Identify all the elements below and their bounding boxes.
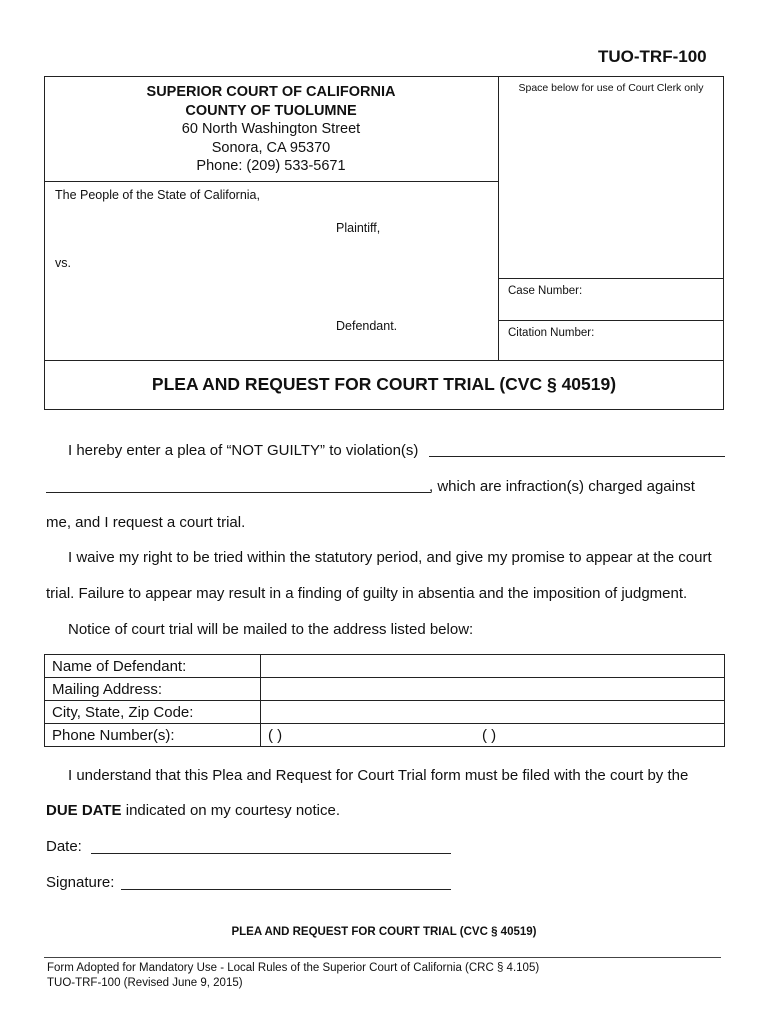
understand-text-rest: indicated on my courtesy notice. (121, 802, 341, 819)
phone-numbers-field[interactable] (261, 724, 725, 747)
court-city: Sonora, CA 95370 (211, 139, 331, 156)
citation-number-divider (498, 320, 724, 321)
footer-line-2: TUO-TRF-100 (Revised June 9, 2015) (47, 977, 243, 989)
plea-text-line3: me, and I request a court trial. (46, 514, 246, 531)
table-row (45, 724, 725, 747)
footer-divider (44, 957, 721, 958)
date-field[interactable] (91, 853, 451, 854)
footer-notes (47, 961, 539, 991)
signature-field[interactable] (121, 889, 451, 890)
vs-label: vs. (55, 256, 71, 270)
defendant-label: Defendant. (336, 319, 398, 333)
case-number-label: Case Number: (508, 285, 583, 297)
notice-text: Notice of court trial will be mailed to the address listed below: (68, 621, 474, 638)
phone-1-paren: ( ) (268, 726, 283, 744)
violations-field-continued[interactable] (46, 492, 431, 493)
form-id: TUO-TRF-100 (598, 47, 707, 66)
plaintiff-label: Plaintiff, (336, 221, 381, 235)
defendant-info-table (44, 654, 725, 747)
signature-label: Signature: (46, 874, 115, 891)
court-county: COUNTY OF TUOLUMNE (185, 102, 357, 119)
city-state-zip-field[interactable] (261, 701, 725, 724)
waive-text-line2: trial. Failure to appear may result in a finding of guilty in absentia and the imposition of judgment. (46, 585, 688, 602)
understand-text-line1: I understand that this Plea and Request for Court Trial form must be filed with the court by the (68, 767, 689, 784)
table-row (45, 655, 725, 678)
plea-text-line2: , which are infraction(s) charged against (429, 478, 695, 495)
phone-2-paren: ( ) (482, 726, 497, 744)
city-state-zip-label: City, State, Zip Code: (45, 701, 261, 724)
defendant-name-label: Name of Defendant: (45, 655, 261, 678)
phone-numbers-label: Phone Number(s): (45, 724, 261, 747)
table-row (45, 678, 725, 701)
citation-number-label: Citation Number: (508, 327, 595, 339)
court-divider (44, 181, 498, 182)
date-label: Date: (46, 838, 82, 855)
defendant-name-field[interactable] (261, 655, 725, 678)
understand-text-line2 (46, 802, 340, 819)
case-number-divider (498, 278, 724, 279)
mailing-address-field[interactable] (261, 678, 725, 701)
violations-field[interactable] (429, 456, 725, 457)
footer-title: PLEA AND REQUEST FOR COURT TRIAL (CVC § 40519) (231, 926, 537, 938)
court-info (44, 83, 498, 176)
table-row (45, 701, 725, 724)
title-divider (44, 360, 724, 361)
people-label: The People of the State of California, (55, 188, 260, 202)
clerk-note: Space below for use of Court Clerk only (518, 82, 704, 94)
court-name: SUPERIOR COURT OF CALIFORNIA (146, 84, 396, 100)
court-street: 60 North Washington Street (181, 121, 361, 137)
waive-text-line1: I waive my right to be tried within the statutory period, and give my promise to appear at the court (68, 549, 712, 566)
due-date-bold: DUE DATE (46, 802, 122, 819)
plea-text-line1: I hereby enter a plea of “NOT GUILTY” to violation(s) (68, 442, 419, 459)
mailing-address-label: Mailing Address: (45, 678, 261, 701)
form-title: PLEA AND REQUEST FOR COURT TRIAL (CVC § 40519) (151, 374, 617, 394)
court-phone: Phone: (209) 533-5671 (196, 158, 346, 174)
caption-divider (498, 76, 499, 361)
footer-line-1: Form Adopted for Mandatory Use - Local Rules of the Superior Court of California (CRC § 4.105) (47, 962, 540, 974)
